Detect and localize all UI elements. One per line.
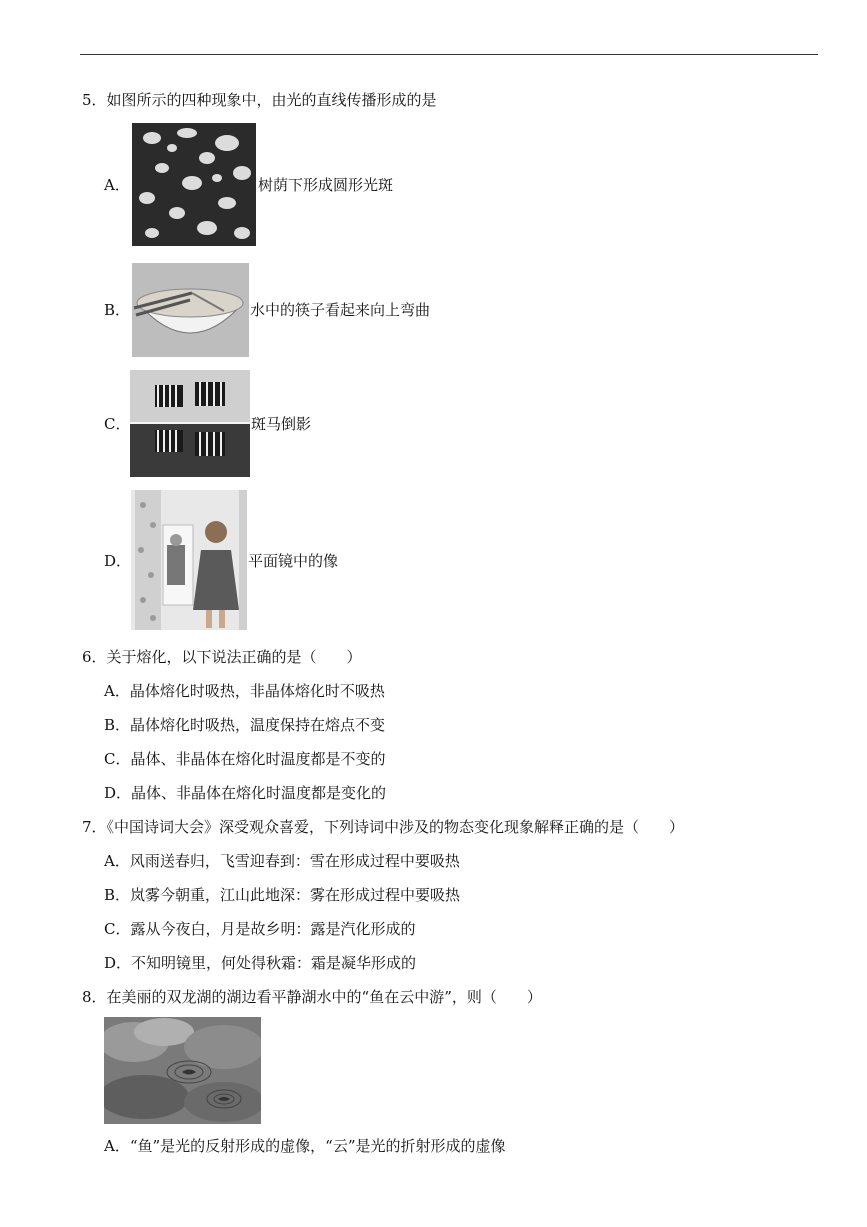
- q7-stem: 7．《中国诗词大会》深受观众喜爱，下列诗词中涉及的物态变化现象解释正确的是（ ）: [82, 818, 685, 836]
- q8-option-a: A．“鱼”是光的反射形成的虚像，“云”是光的折射形成的虚像: [104, 1137, 506, 1155]
- q5-option-d-letter: D．: [104, 552, 132, 570]
- zebra-reflection-image: [130, 370, 250, 477]
- q6-option-b: B．晶体熔化时吸热，温度保持在熔点不变: [104, 716, 386, 734]
- q6-option-c: C．晶体、非晶体在熔化时温度都是不变的: [104, 750, 386, 768]
- q5-option-a-text: 树荫下形成圆形光斑: [258, 176, 394, 194]
- chopsticks-bowl-image: [132, 263, 249, 357]
- header-rule: [80, 54, 818, 55]
- q7-option-d: D．不知明镜里，何处得秋霜：霜是凝华形成的: [104, 954, 417, 972]
- girl-mirror-image: [131, 490, 247, 630]
- q5-option-b-text: 水中的筷子看起来向上弯曲: [250, 301, 431, 319]
- q6-stem: 6．关于熔化，以下说法正确的是（ ）: [82, 648, 362, 666]
- q5-stem: 5．如图所示的四种现象中，由光的直线传播形成的是: [82, 91, 437, 109]
- q6-option-d: D．晶体、非晶体在熔化时温度都是变化的: [104, 784, 387, 802]
- q7-option-c: C．露从今夜白，月是故乡明：露是汽化形成的: [104, 920, 416, 938]
- q6-option-a: A．晶体熔化时吸热，非晶体熔化时不吸热: [104, 682, 385, 700]
- q5-option-b-letter: B．: [104, 301, 131, 319]
- light-spots-image: [132, 123, 256, 246]
- q7-option-a: A．风雨送春归，飞雪迎春到：雪在形成过程中要吸热: [104, 852, 460, 870]
- q5-option-c-letter: C．: [104, 415, 131, 433]
- q5-option-a-letter: A．: [104, 176, 130, 194]
- q5-option-d-text: 平面镜中的像: [248, 552, 339, 570]
- q5-option-c-text: 斑马倒影: [251, 415, 312, 433]
- q8-stem: 8．在美丽的双龙湖的湖边看平静湖水中的“鱼在云中游”，则（ ）: [82, 988, 542, 1006]
- fish-clouds-image: [104, 1017, 261, 1124]
- q7-option-b: B．岚雾今朝重，江山此地深：雾在形成过程中要吸热: [104, 886, 461, 904]
